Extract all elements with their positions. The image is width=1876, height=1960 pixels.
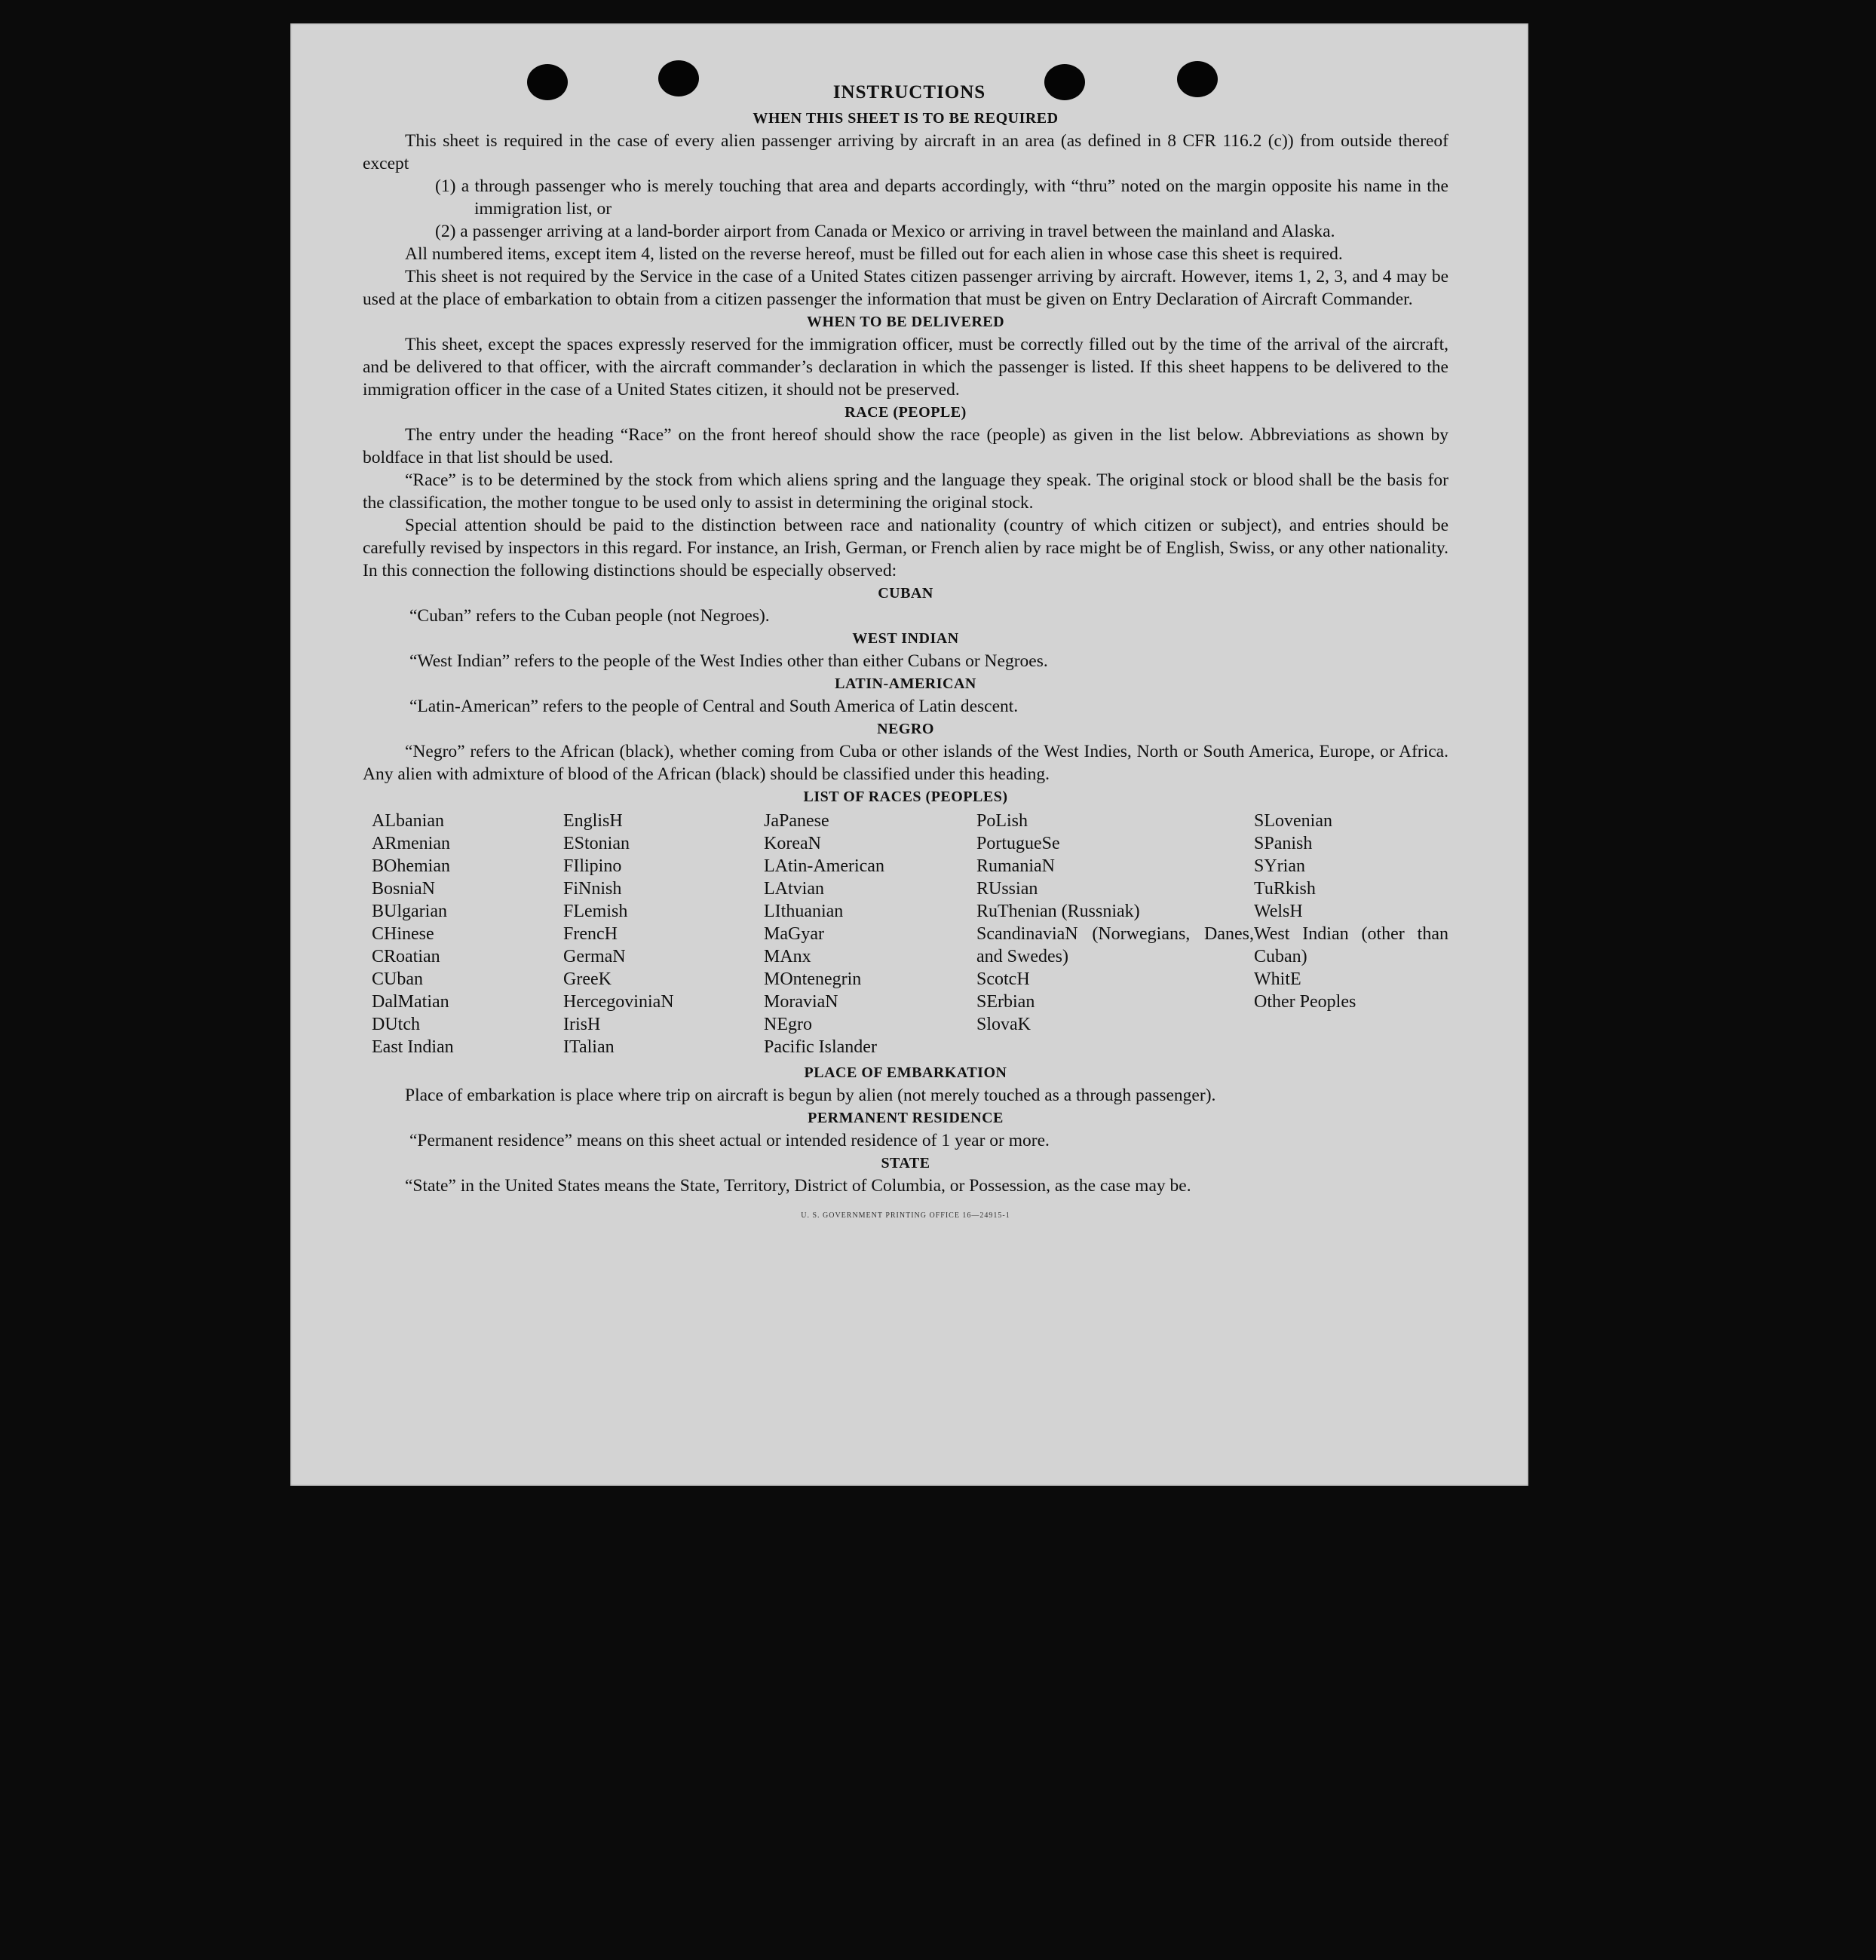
paragraph: This sheet, except the spaces expressly reserved for the immigration officer, must be correctly filled out by the time of the arrival of the aircraft, and be delivered to that officer, with the aircraft commander’s declaration in which the passenger is listed. If this sheet happens to be delivered to the immigration officer in the case of a United States citizen, it should not be preserved. <box>363 335 1448 400</box>
race-entry: MAnx <box>764 947 811 966</box>
race-entry: SlovaK <box>976 1015 1031 1034</box>
section-heading: WEST INDIAN <box>852 630 959 647</box>
exception-item: (2) a passenger arriving at a land-border airport from Canada or Mexico or arriving in travel between the mainland and Alaska. <box>435 222 1335 241</box>
section-heading: CUBAN <box>878 585 933 602</box>
definition: “West Indian” refers to the people of the West Indies other than either Cubans or Negroes. <box>409 651 1048 671</box>
races-list <box>372 810 1448 1058</box>
paragraph: “Race” is to be determined by the stock from which aliens spring and the language they speak. The original stock or blood shall be the basis for the classification, the mother tongue to be used only to assist in determining the original stock. <box>363 470 1448 513</box>
instruction-sheet <box>290 23 1528 1486</box>
race-entry: LAtvian <box>764 879 824 899</box>
instructions-body <box>363 107 1448 1227</box>
race-entry: IrisH <box>563 1015 601 1034</box>
race-entry: Other Peoples <box>1254 992 1356 1012</box>
race-entry: ScandinaviaN (Norwegians, Danes, and Swedes) <box>976 924 1254 966</box>
page-title: INSTRUCTIONS <box>832 82 986 103</box>
race-entry: PortugueSe <box>976 834 1060 853</box>
race-entry: GermaN <box>563 947 626 966</box>
paragraph: All numbered items, except item 4, listed on the reverse hereof, must be filled out for each alien in whose case this sheet is required. <box>405 244 1343 264</box>
exception-item: (1) a through passenger who is merely touching that area and departs accordingly, with “thru” noted on the margin opposite his name in the immigration list, or <box>435 176 1448 219</box>
race-entry: TuRkish <box>1254 879 1316 899</box>
race-entry: WelsH <box>1254 902 1303 921</box>
race-entry: DalMatian <box>372 992 449 1012</box>
race-entry: RuThenian (Russniak) <box>976 902 1140 921</box>
race-entry: SLovenian <box>1254 811 1332 831</box>
race-entry: FIlipino <box>563 856 622 876</box>
race-entry: FrencH <box>563 924 618 944</box>
race-entry: KoreaN <box>764 834 821 853</box>
paragraph: “Negro” refers to the African (black), whether coming from Cuba or other islands of the West Indies, North or South America, Europe, or Africa. Any alien with admixture of blood of the African (black) should be classified under this heading. <box>363 742 1448 784</box>
races-column <box>372 810 563 1058</box>
race-entry: MOntenegrin <box>764 969 862 989</box>
definition: “Permanent residence” means on this sheet actual or intended residence of 1 year or more. <box>409 1131 1050 1150</box>
race-entry: BOhemian <box>372 856 450 876</box>
definition: “Latin-American” refers to the people of Central and South America of Latin descent. <box>409 697 1019 716</box>
race-entry: WhitE <box>1254 969 1301 989</box>
race-entry: PoLish <box>976 811 1028 831</box>
section-heading: PERMANENT RESIDENCE <box>808 1110 1004 1126</box>
section-heading: PLACE OF EMBARKATION <box>804 1064 1007 1081</box>
paragraph: This sheet is not required by the Service in the case of a United States citizen passenger arriving by aircraft. However, items 1, 2, 3, and 4 may be used at the place of embarkation to obtain from a citizen passenger the information that must be given on Entry Declaration of Aircraft Commander. <box>363 267 1448 309</box>
races-column <box>563 810 764 1058</box>
race-entry: ScotcH <box>976 969 1030 989</box>
races-column <box>1254 810 1448 1058</box>
race-entry: JaPanese <box>764 811 829 831</box>
section-heading: WHEN TO BE DELIVERED <box>806 314 1005 330</box>
race-entry: FLemish <box>563 902 628 921</box>
race-entry: ARmenian <box>372 834 450 853</box>
race-entry: MaGyar <box>764 924 824 944</box>
race-entry: EStonian <box>563 834 630 853</box>
section-heading: WHEN THIS SHEET IS TO BE REQUIRED <box>753 110 1059 127</box>
race-entry: CRoatian <box>372 947 440 966</box>
race-entry: CHinese <box>372 924 434 944</box>
race-entry: ALbanian <box>372 811 444 831</box>
race-entry: Pacific Islander <box>764 1037 877 1057</box>
race-entry: BUlgarian <box>372 902 447 921</box>
race-entry: RUssian <box>976 879 1038 899</box>
section-heading: NEGRO <box>877 721 934 737</box>
race-entry: SYrian <box>1254 856 1305 876</box>
paragraph: Special attention should be paid to the distinction between race and nationality (country of which citizen or subject), and entries should be carefully revised by inspectors in this regard. For instance, an Irish, German, or French alien by race might be of English, Swiss, or any other nationality. In this connection the following distinctions should be especially observed: <box>363 516 1448 580</box>
race-entry: HercegoviniaN <box>563 992 674 1012</box>
race-entry: ITalian <box>563 1037 615 1057</box>
race-entry: DUtch <box>372 1015 420 1034</box>
race-entry: BosniaN <box>372 879 435 899</box>
race-entry: CUban <box>372 969 423 989</box>
printer-imprint: U. S. GOVERNMENT PRINTING OFFICE 16—24915-1 <box>801 1211 1010 1220</box>
race-entry: MoraviaN <box>764 992 838 1012</box>
race-entry: SPanish <box>1254 834 1313 853</box>
paragraph: Place of embarkation is place where trip on aircraft is begun by alien (not merely touched as a through passenger). <box>405 1086 1216 1105</box>
race-entry: East Indian <box>372 1037 454 1057</box>
race-entry: SErbian <box>976 992 1035 1012</box>
race-entry: LIthuanian <box>764 902 844 921</box>
section-heading: LATIN-AMERICAN <box>835 675 976 692</box>
definition: “Cuban” refers to the Cuban people (not Negroes). <box>409 606 770 626</box>
race-entry: RumaniaN <box>976 856 1055 876</box>
list-heading: LIST OF RACES (PEOPLES) <box>803 789 1008 805</box>
section-heading: RACE (PEOPLE) <box>845 404 967 421</box>
races-column <box>976 810 1254 1058</box>
paragraph: The entry under the heading “Race” on the front hereof should show the race (people) as given in the list below. Abbreviations as shown by boldface in that list should be used. <box>363 425 1448 467</box>
paragraph: This sheet is required in the case of every alien passenger arriving by aircraft in an area (as defined in 8 CFR 116.2 (c)) from outside thereof except <box>363 131 1448 173</box>
race-entry: GreeK <box>563 969 612 989</box>
race-entry: LAtin-American <box>764 856 884 876</box>
race-entry: NEgro <box>764 1015 812 1034</box>
paragraph: “State” in the United States means the State, Territory, District of Columbia, or Possession, as the case may be. <box>405 1176 1191 1196</box>
section-heading: STATE <box>881 1155 930 1171</box>
race-entry: FiNnish <box>563 879 622 899</box>
race-entry: EnglisH <box>563 811 623 831</box>
race-entry: West Indian (other than Cuban) <box>1254 924 1448 966</box>
races-column <box>764 810 976 1058</box>
